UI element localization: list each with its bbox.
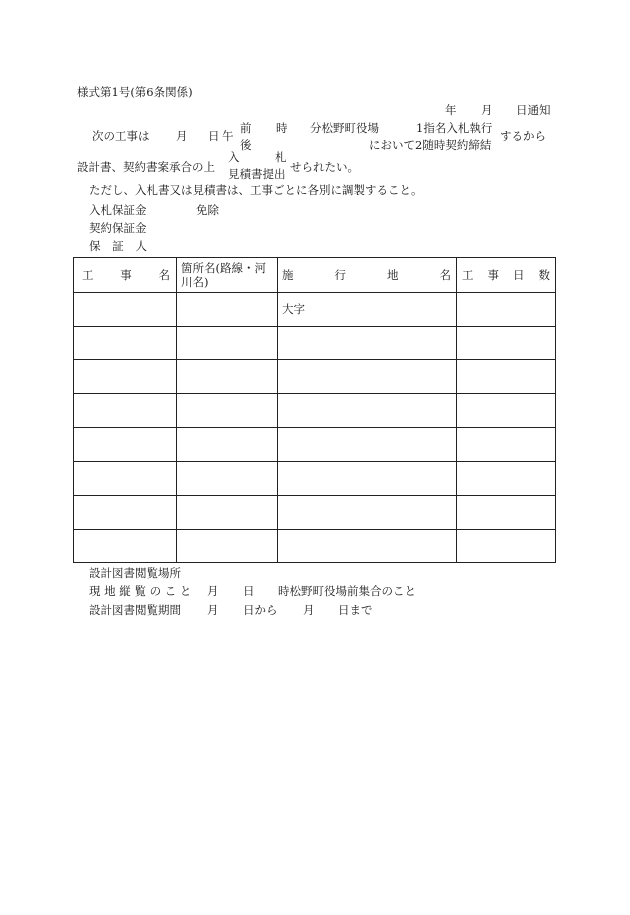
drawing-place-label: 設計図書閲覧場所 xyxy=(89,566,181,580)
drawing-period-month1: 月 xyxy=(207,603,219,617)
table-row-divider xyxy=(74,495,555,496)
table-row-divider xyxy=(74,292,555,293)
line2-prefix: 次の工事は xyxy=(92,129,150,143)
line2-method2: において2随時契約締結 xyxy=(369,138,492,152)
header-work-name: 工 事 名 xyxy=(82,268,170,282)
line2-hour: 時 xyxy=(276,121,288,135)
line2-ampm-back: 後 xyxy=(240,138,252,152)
works-table xyxy=(73,257,556,563)
table-row-divider xyxy=(74,529,555,530)
table-row-divider xyxy=(74,427,555,428)
line2-place: 分松野町役場 xyxy=(310,121,379,135)
line2-ampm-front: 前 xyxy=(240,121,252,135)
header-site-name: 施 行 地 名 xyxy=(282,268,451,282)
row1-site-name: 大字 xyxy=(282,302,305,316)
line2-method1: 1指名入札執行 xyxy=(416,121,493,135)
date-year: 年 xyxy=(445,103,457,117)
line3-prefix: 設計書、契約書案承合の上 xyxy=(77,160,215,174)
contract-deposit-label: 契約保証金 xyxy=(89,221,147,235)
site-tour-rest: 時松野町役場前集合のこと xyxy=(278,584,416,598)
bid-deposit-label: 入札保証金 xyxy=(89,203,147,217)
date-day-notice: 日通知 xyxy=(516,103,551,117)
site-tour-day: 日 xyxy=(243,584,255,598)
site-tour-label: 現 地 縦 覧 の こ と xyxy=(89,584,192,598)
site-tour-month: 月 xyxy=(207,584,219,598)
line3-suffix: せられたい。 xyxy=(290,160,359,174)
table-col-divider xyxy=(176,258,177,562)
header-work-days: 工 事 日 数 xyxy=(462,268,550,282)
line3-option-top-b: 札 xyxy=(275,150,287,164)
line2-day: 日 xyxy=(208,129,220,143)
bid-deposit-value: 免除 xyxy=(196,203,219,217)
drawing-period-label: 設計図書閲覧期間 xyxy=(89,603,181,617)
line2-suffix: するから xyxy=(500,129,546,143)
line3-option-bottom: 見積書提出 xyxy=(228,167,286,181)
table-col-divider xyxy=(277,258,278,562)
guarantor-label: 保 証 人 xyxy=(89,239,147,253)
table-row-divider xyxy=(74,461,555,462)
line2-month: 月 xyxy=(176,129,188,143)
drawing-period-day2: 日まで xyxy=(338,603,373,617)
table-row-divider xyxy=(74,393,555,394)
table-row-divider xyxy=(74,326,555,327)
drawing-period-month2: 月 xyxy=(303,603,315,617)
note-text: ただし、入札書又は見積書は、工事ごとに各別に調製すること。 xyxy=(89,183,423,197)
table-col-divider xyxy=(456,258,457,562)
line2-ampm: 午 xyxy=(222,129,234,143)
header-location-name: 箇所名(路線・河 川名) xyxy=(181,261,266,290)
drawing-period-day1: 日から xyxy=(243,603,278,617)
form-title: 様式第1号(第6条関係) xyxy=(77,85,193,99)
table-row-divider xyxy=(74,359,555,360)
date-month: 月 xyxy=(481,103,493,117)
line3-option-top-a: 入 xyxy=(228,150,240,164)
